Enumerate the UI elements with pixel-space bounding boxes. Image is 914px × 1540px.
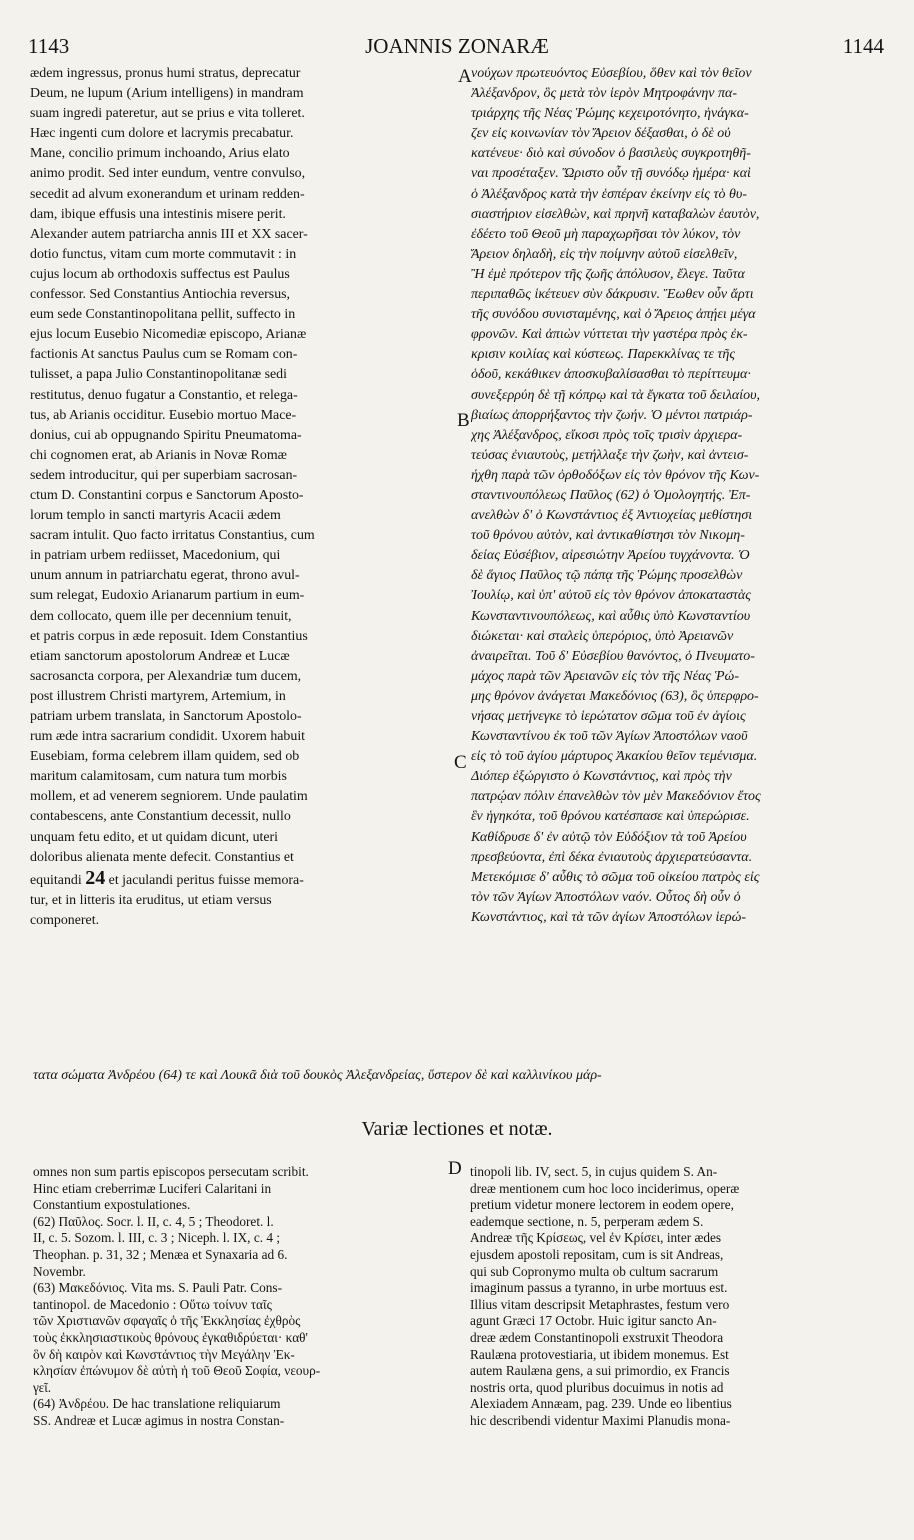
latin-text-line: secedit ad alvum exonerandum et urinam redden- <box>30 186 305 202</box>
latin-text-line: Eusebiam, forma celebrem illam quidem, sed ob <box>30 749 300 765</box>
note-line: tinopoli lib. IV, sect. 5, in cujus quidem S. An- <box>470 1164 718 1179</box>
note-line: pretium videtur monere lectorem in eodem opere, <box>470 1197 734 1213</box>
greek-text-line: τεύσας ἐνιαυτοὺς, μετήλλαξε τὴν ζωὴν, καὶ ἀντεισ- <box>471 447 749 463</box>
greek-text-line: Ἄρειον δηλαδὴ, εἰς τὴν ποίμνην αὐτοῦ εἰσελθεῖν, <box>471 246 738 262</box>
margin-marker-b: B <box>457 410 470 431</box>
greek-text-line: σιαστήριον εἰσελθὼν, καὶ πρηνῆ καταβαλὼν ἑαυτὸν, <box>471 206 760 222</box>
greek-text-line: Κωνσταντινουπόλεως, καὶ αὖθις ὑπὸ Κωνσταντίου <box>471 608 751 624</box>
note-line: (63) Μακεδόνιος. Vita ms. S. Pauli Patr. Cons- <box>33 1280 283 1296</box>
latin-text-fragment: equitandi <box>30 872 82 888</box>
latin-text-line: restitutus, denuo fugatur a Constantio, et relega- <box>30 387 298 403</box>
note-line: Illius vitam descripsit Metaphrastes, festum vero <box>470 1296 730 1312</box>
margin-marker-d: D <box>448 1158 462 1179</box>
latin-text-line: doloribus alienata mente defecit. Constantius et <box>30 849 294 865</box>
greek-text-line: κρισιν κοιλίας καὶ κύστεως. Παρεκκλίνας τε τῆς <box>471 347 736 363</box>
page-number-right: 1144 <box>842 34 884 58</box>
latin-text-line: sum relegat, Eudoxio Arianarum partium in eum- <box>30 588 305 604</box>
note-line: omnes non sum partis episcopos persecutam scribit. <box>33 1164 309 1179</box>
greek-text-line: ἓν ἡγηκότα, τοῦ θρόνου κατέσπασε καὶ ὑπερώρισε. <box>471 809 750 825</box>
latin-text-line: dem collocato, quem ille per decennium tenuit, <box>30 608 292 624</box>
latin-text-line: post illustrem Christi martyrem, Artemium, in <box>30 688 286 704</box>
note-line: eademque sectione, n. 5, perperam ædem S. <box>470 1213 704 1229</box>
greek-text-line: ὁ Ἀλέξανδρος κατὰ τὴν ἑσπέραν ἐκείνην εἰς τὸ θυ- <box>471 186 747 202</box>
note-line: tantinopol. de Macedonio : Οὕτω τοίνυν ταῖς <box>33 1296 272 1312</box>
greek-text-line: περιπαθῶς ἱκέτευεν σὺν δάκρυσιν. Ἕωθεν οὖν ἄρτι <box>471 287 754 303</box>
latin-text-line: Deum, ne lupum (Arium intelligens) in mandram <box>30 86 304 102</box>
greek-text-line: Ἰουλίῳ, καὶ ὑπ' αὐτοῦ εἰς τὸν θρόνον ἀποκαταστὰς <box>471 588 751 604</box>
greek-text-line: ἀναιρεῖται. Τοῦ δ' Εὐσεβίου θανόντος, ὁ Πνευματο- <box>471 648 755 664</box>
note-line: τοὺς ἐκκλησιαστικοὺς θρόνους ἐγκαθιδρύεται· καθ' <box>33 1329 308 1345</box>
greek-text-line: Μετεκόμισε δ' αὖθις τὸ σῶμα τοῦ οἰκείου πατρὸς εἰς <box>471 869 760 885</box>
note-line: Constantium expostulationes. <box>33 1197 191 1213</box>
note-line: (64) Ἀνδρέου. De hac translatione reliquiarum <box>33 1396 281 1412</box>
latin-text-line: donius, cui ab oppugnando Spiritu Pneumatoma- <box>30 427 302 443</box>
note-line: Andreæ τῆς Κρίσεως, vel ἐν Κρίσει, inter ædes <box>470 1230 722 1246</box>
latin-text-line: Hæc ingenti cum dolore et lacrymis precabatur. <box>30 126 294 142</box>
greek-text-line: διώκεται· καὶ σταλεὶς ὑπερόριος, ὑπὸ Ἀρειανῶν <box>471 628 734 644</box>
latin-text-line: dam, ibique effusis una intestinis misere perit. <box>30 206 286 222</box>
note-line: agunt Græci 17 Octobr. Huic igitur sancto An- <box>470 1313 717 1329</box>
greek-text-line: τοῦ θρόνου αὐτὸν, καὶ ἀντικαθίστησι τὸν Νικομη- <box>471 528 745 544</box>
latin-text-line: animo prodit. Sed inter eundum, ventre convulso, <box>30 166 306 182</box>
note-line: Raulæna protovestiaria, ut ibidem monemus. Est <box>470 1346 729 1362</box>
latin-text-line: sacrosancta corpora, per Alexandriæ tum ducem, <box>30 668 302 684</box>
latin-text-line: lorum templo in sancti martyris Acacii ædem <box>30 508 281 524</box>
greek-text-line: τὸν τῶν Ἁγίων Ἀποστόλων ναόν. Οὗτος δὴ οὖν ὁ <box>471 889 741 905</box>
note-line: II, c. 5. Sozom. l. III, c. 3 ; Niceph. l. IX, c. 4 ; <box>33 1230 281 1246</box>
greek-text-line: βιαίως ἀπορρήξαντος τὴν ζωήν. Ὁ μέντοι πατριάρ- <box>471 407 753 423</box>
margin-marker-a: A <box>458 66 472 87</box>
greek-text-line: ζεν εἰς κοινωνίαν τὸν Ἄρειον δέξασθαι, ὁ δὲ οὐ <box>471 126 731 142</box>
latin-text-line: chi cognomen erat, ab Arianis in Novæ Romæ <box>30 447 287 463</box>
latin-text-line: et patris corpus in æde reposuit. Idem Constantius <box>30 628 308 644</box>
latin-text-line: ædem ingressus, pronus humi stratus, deprecatur <box>30 66 301 81</box>
latin-text-line: suam ingredi pateretur, aut se prius e vita tolleret. <box>30 106 305 122</box>
margin-marker-c: C <box>454 752 467 773</box>
greek-text-line: Ἀλέξανδρον, ὃς μετὰ τὸν ἱερὸν Μητροφάνην πα- <box>471 86 738 102</box>
latin-text-line: dotio functus, vitam cum morte commutavit : in <box>30 246 297 262</box>
note-line: autem Raulæna gens, a sui primordio, ex Francis <box>470 1363 730 1379</box>
page-marker-24: 24 <box>85 867 106 889</box>
latin-text-line: factionis At sanctus Paulus cum se Romam con- <box>30 347 298 363</box>
greek-text-line: τριάρχης τῆς Νέας Ῥώμης κεχειροτόνητο, ἠνάγκα- <box>471 106 749 122</box>
greek-text-line: ανελθὼν δ' ὁ Κωνστάντιος ἐξ Ἀντιοχείας μεθίστησι <box>471 508 753 524</box>
greek-text-line: Κωνσταντίνου ἐκ τοῦ τῶν Ἁγίων Ἀποστόλων ναοῦ <box>471 729 748 745</box>
note-line: qui sub Copronymo multa ob cultum sacrarum <box>470 1263 719 1279</box>
greek-text-line: Διόπερ ἐξώργιστο ὁ Κωνστάντιος, καὶ πρὸς τὴν <box>471 769 732 785</box>
greek-text-line: ὁδοῦ, κεκάθικεν ἀποσκυβαλίσασθαι τὸ περίττευμα· <box>471 367 751 383</box>
note-line: Theophan. p. 31, 32 ; Menæa et Synaxaria ad 6. <box>33 1246 288 1262</box>
note-line: dreæ ædem Constantinopoli exstruxit Theodora <box>470 1329 724 1345</box>
running-title: JOANNIS ZONARÆ <box>365 34 549 58</box>
latin-text-fragment: et jaculandi peritus fuisse memora- <box>108 872 304 888</box>
greek-text-line: πρεσβεύοντα, ἐπὶ δέκα ἐνιαυτοὺς ἀρχιερατεύσαντα. <box>471 849 753 865</box>
greek-text-line: μης θρόνον ἀνάγεται Μακεδόνιος (63), ὃς ὑπερφρο- <box>471 688 759 704</box>
latin-text-line: unum annum in patriarchatu egerat, throno avul- <box>30 568 300 584</box>
note-line: hic describendi videntur Maximi Planudis mona- <box>470 1412 731 1428</box>
greek-text-line: μάχος παρὰ τῶν Ἀρειανῶν εἰς τὸν τῆς Νέας Ῥώ- <box>471 668 739 684</box>
latin-text-line: ctum D. Constantini corpus e Sanctorum Aposto- <box>30 487 304 503</box>
latin-text-line: patriam urbem translata, in Sanctorum Apostolo- <box>30 709 302 724</box>
notes-section-title: Variæ lectiones et notæ. <box>361 1118 553 1140</box>
latin-text-line: tulisset, a papa Julio Constantinopolitanæ sedi <box>30 367 287 383</box>
latin-text-line: tus, ab Arianis occiditur. Eusebio mortuo Mace- <box>30 407 297 423</box>
latin-text-line: in patriam urbem rediisset, Macedonium, qui <box>30 548 281 564</box>
greek-text-line: ναι προσέταξεν. Ὥριστο οὖν τῇ συνόδῳ ἡμέρα· καὶ <box>471 166 751 182</box>
note-line: κλησίαν ἐπώνυμον δὲ αὐτὴ ἡ τοῦ Θεοῦ Σοφία, νεουρ- <box>33 1363 321 1379</box>
latin-text-line: tur, et in litteris ita eruditus, ut etiam versus <box>30 892 272 908</box>
latin-text-line: unquam fetu edito, et ut quidam dicunt, uteri <box>30 829 279 845</box>
latin-text-line: sacram intulit. Quo facto irritatus Constantius, cum <box>30 528 315 544</box>
note-line: Alexiadem Annæam, pag. 239. Unde eo libentius <box>470 1396 732 1412</box>
latin-text-line: Alexander autem patriarcha annis III et XX sacer- <box>30 226 308 242</box>
note-line: Novembr. <box>33 1263 86 1279</box>
note-line: ὃν δὴ καιρὸν καὶ Κωνστάντιος τὴν Μεγάλην Ἐκ- <box>33 1346 295 1362</box>
latin-text-line: ejus locum Eusebio Nicomediæ episcopo, Arianæ <box>30 327 307 343</box>
greek-text-line: φρονῶν. Καὶ ἀπιὼν νύττεται τὴν γαστέρα πρὸς ἐκ- <box>471 327 748 343</box>
greek-text-line: ἐδέετο τοῦ Θεοῦ μὴ παραχωρῆσαι τὸν λύκον, τὸν <box>471 226 741 242</box>
page-number-left: 1143 <box>28 34 70 58</box>
greek-text-line: συνεξερρύη δὲ τῇ κόπρῳ καὶ τὰ ἔγκατα τοῦ δειλαίου, <box>471 387 761 403</box>
greek-text-line: νούχων πρωτευόντος Εὐσεβίου, ὅθεν καὶ τὸν θεῖον <box>471 66 752 81</box>
greek-text-line: δείας Εὐσέβιον, αἱρεσιώτην Ἀρείου τυγχάνοντα. Ὁ <box>471 548 750 564</box>
latin-text-line: confessor. Sed Constantius Antiochia reversus, <box>30 287 291 303</box>
latin-text-line: etiam sanctorum apostolorum Andreæ et Lucæ <box>30 648 290 664</box>
greek-text-line: νήσας μετήνεγκε τὸ ἱερώτατον σῶμα τοῦ ἐν ἁγίοις <box>471 709 746 724</box>
greek-text-column <box>471 64 885 944</box>
greek-text-line: Καθίδρυσε δ' ἐν αὐτῷ τὸν Εὐδόξιον τὰ τοῦ Ἀρείου <box>471 829 747 845</box>
latin-text-line: cujus locum ab orthodoxis suffectus est Paulus <box>30 266 290 282</box>
note-line: Hinc etiam creberrimæ Luciferi Calaritani in <box>33 1180 272 1196</box>
greek-text-line: σταντινουπόλεως Παῦλος (62) ὁ Ὁμολογητής. Ἐπ- <box>471 487 751 503</box>
greek-text-line: κατένευε· διὸ καὶ σύνοδον ὁ βασιλεὺς συγκροτηθῆ- <box>471 146 751 162</box>
greek-text-line: ήχθη παρὰ τῶν ὀρθοδόξων εἰς τὸν θρόνον τῆς Κων- <box>471 467 760 483</box>
latin-text-line: mollem, et ad venerem segniorem. Unde paulatim <box>30 789 308 805</box>
greek-full-width-line: τατα σώματα Ἀνδρέου (64) τε καὶ Λουκᾶ διὰ τοῦ δουκὸς Ἀλεξανδρείας, ὕστερον δὲ καὶ καλλινίκου μάρ- <box>33 1068 602 1083</box>
note-line: imaginum passus a tyranno, in urbe mortuus est. <box>470 1280 728 1296</box>
note-line: ejusdem apostoli repositam, cum is sit Andreas, <box>470 1246 724 1262</box>
notes-right-column <box>470 1164 884 1434</box>
latin-text-line: eum sede Constantinopolitana pellit, suffecto in <box>30 307 296 323</box>
latin-text-line <box>30 868 458 891</box>
note-line: dreæ mentionem cum hoc loco inciderimus, operæ <box>470 1180 740 1196</box>
greek-text-line: χης Ἀλέξανδρος, εἴκοσι πρὸς τοῖς τρισὶν ἀρχιερα- <box>471 427 743 443</box>
latin-text-line: rum æde intra sacrarium condidit. Uxorem habuit <box>30 729 306 745</box>
latin-text-line: contabescens, ante Constantium decessit, nullo <box>30 809 291 825</box>
latin-text-line: sedem introducitur, qui per superbiam sacrosan- <box>30 467 298 483</box>
note-line: (62) Παῦλος. Socr. l. II, c. 4, 5 ; Theodoret. l. <box>33 1213 274 1229</box>
greek-text-line: εἰς τὸ τοῦ ἁγίου μάρτυρος Ἀκακίου θεῖον τεμένισμα. <box>471 749 758 765</box>
latin-text-line: Mane, concilio primum inchoando, Arius elato <box>30 146 290 162</box>
greek-text-line: Κωνστάντιος, καὶ τὰ τῶν ἁγίων Ἀποστόλων ἱερώ- <box>471 909 747 925</box>
note-line: τῶν Χριστιανῶν σφαγαῖς ὁ τῆς Ἐκκλησίας ἐχθρὸς <box>33 1313 301 1329</box>
greek-text-line: Ἢ ἐμὲ πρότερον τῆς ζωῆς ἀπόλυσον, ἔλεγε. Ταῦτα <box>471 266 745 282</box>
greek-text-line: πατρῴαν πόλιν ἐπανελθὼν τὸν μὲν Μακεδόνιον ἔτος <box>471 789 761 805</box>
latin-text-line: componeret. <box>30 912 100 928</box>
greek-text-line: τῆς συνόδου συνισταμένης, καὶ ὁ Ἄρειος ἀπῄει μέγα <box>471 307 756 323</box>
greek-text-line: δὲ ἅγιος Παῦλος τῷ πάπᾳ τῆς Ῥώμης προσελθὼν <box>471 568 743 584</box>
note-line: γεῖ. <box>33 1379 52 1395</box>
latin-text-line: maritum calamitosam, cum natura tum morbis <box>30 769 287 785</box>
note-line: nostris orta, quod pluribus docuimus in notis ad <box>470 1379 724 1395</box>
latin-text-column <box>30 64 458 944</box>
note-line: SS. Andreæ et Lucæ agimus in nostra Constan- <box>33 1412 285 1428</box>
notes-left-column <box>33 1164 451 1434</box>
